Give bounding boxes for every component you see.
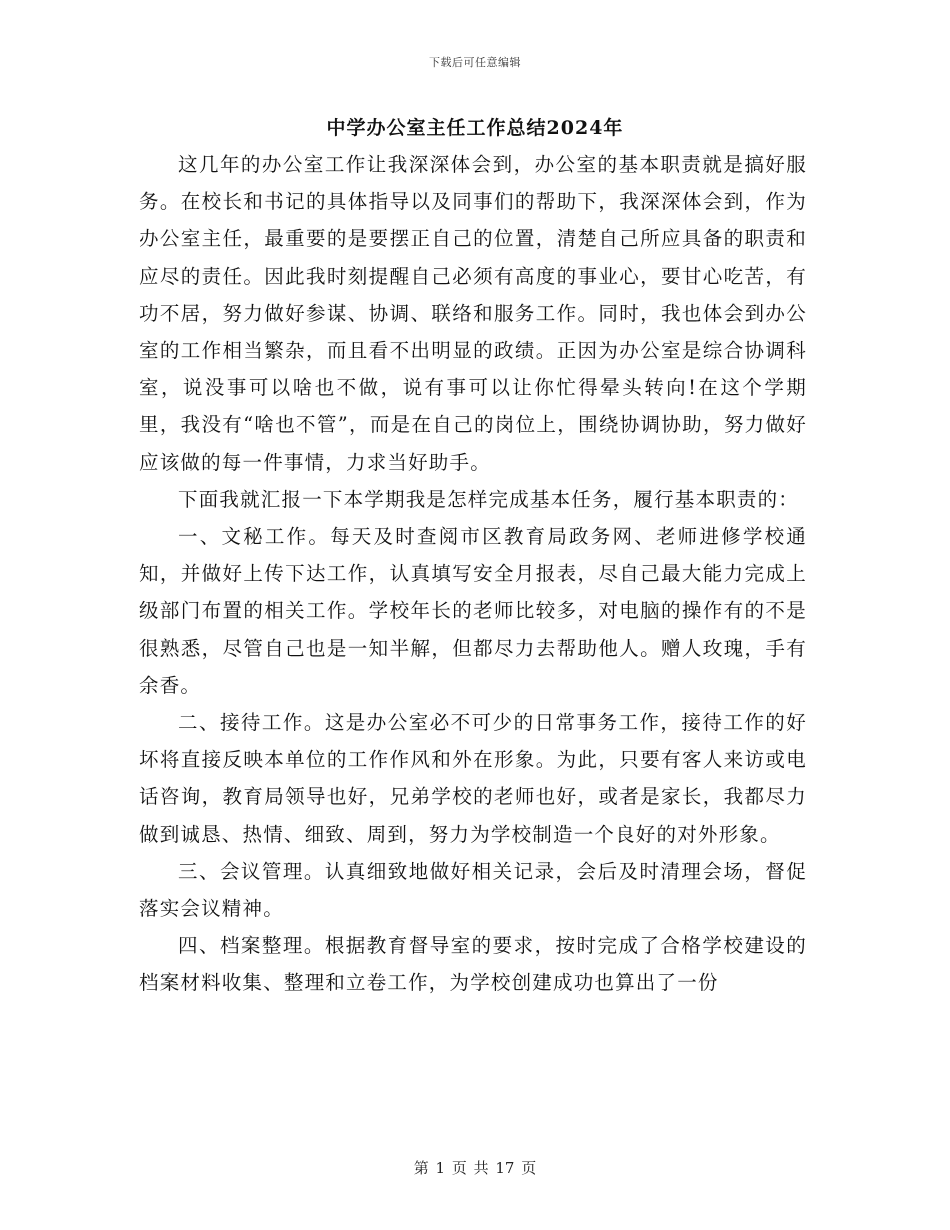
paragraph-archive-work: 四、档案整理。根据教育督导室的要求，按时完成了合格学校建设的档案材料收集、整理和立卷工作，为学校创建成功也算出了一份	[139, 934, 807, 995]
page-number: 第 1 页 共 17 页	[413, 1159, 537, 1177]
document-title: 中学办公室主任工作总结2024年	[326, 117, 624, 139]
document-body	[139, 146, 807, 1002]
header-note: 下载后可任意编辑	[429, 56, 521, 69]
paragraph-intro: 这几年的办公室工作让我深深体会到，办公室的基本职责就是搞好服务。在校长和书记的具体指导以及同事们的帮助下，我深深体会到，作为办公室主任，最重要的是要摆正自己的位置，清楚自己所应具备的职责和应尽的责任。因此我时刻提醒自己必须有高度的事业心，要甘心吃苦，有功不居，努力做好参谋、协调、联络和服务工作。同时，我也体会到办公室的工作相当繁杂，而且看不出明显的政绩。正因为办公室是综合协调科室，说没事可以啥也不做，说有事可以让你忙得晕头转向!在这个学期里，我没有“啥也不管”，而是在自己的岗位上，围绕协调协助，努力做好应该做的每一件事情，力求当好助手。	[139, 153, 807, 474]
paragraph-report-lead: 下面我就汇报一下本学期我是怎样完成基本任务，履行基本职责的：	[178, 487, 800, 511]
paragraph-secretarial-work: 一、文秘工作。每天及时查阅市区教育局政务网、老师进修学校通知，并做好上传下达工作，认真填写安全月报表，尽自己最大能力完成上级部门布置的相关工作。学校年长的老师比较多，对电脑的操作有的不是很熟悉，尽管自己也是一知半解，但都尽力去帮助他人。赠人玫瑰，手有余香。	[139, 525, 807, 697]
paragraph-reception-work: 二、接待工作。这是办公室必不可少的日常事务工作，接待工作的好坏将直接反映本单位的工作作风和外在形象。为此，只要有客人来访或电话咨询，教育局领导也好，兄弟学校的老师也好，或者是家长，我都尽力做到诚恳、热情、细致、周到，努力为学校制造一个良好的对外形象。	[139, 711, 807, 846]
paragraph-meeting-management: 三、会议管理。认真细致地做好相关记录，会后及时清理会场，督促落实会议精神。	[139, 859, 807, 921]
